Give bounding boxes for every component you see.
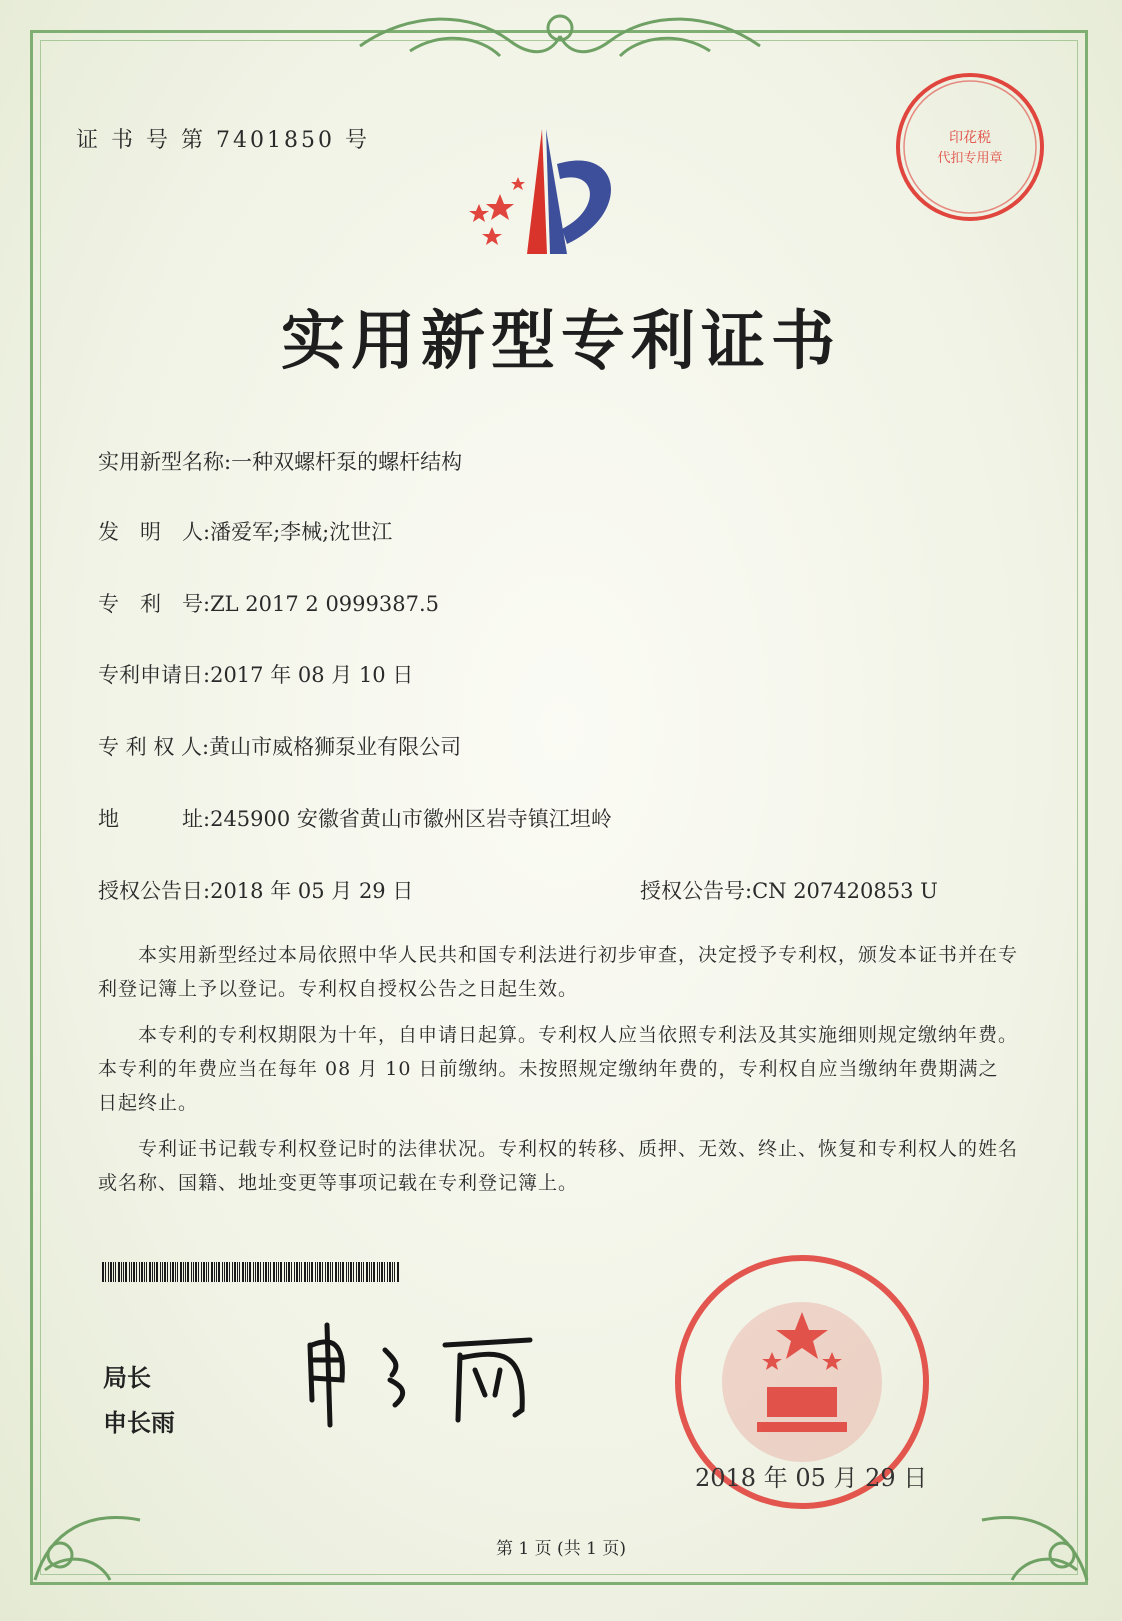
inventor-value: 潘爱军;李械;沈世江 [210, 520, 393, 544]
grant-date-label: 授权公告日: [98, 879, 211, 903]
patentee-label: 专 利 权 人: [98, 735, 210, 759]
grant-number-value: CN 207420853 U [752, 879, 938, 903]
address-row [98, 803, 612, 833]
grant-number-row [640, 875, 938, 905]
page-number: 第 1 页 (共 1 页) [496, 1539, 626, 1559]
patentee-row [98, 731, 461, 761]
barcode [102, 1262, 402, 1282]
tax-stamp-line-1: 印花税 [949, 130, 991, 146]
tax-stamp-seal [893, 70, 1047, 224]
cnipa-logo-icon [462, 124, 632, 269]
director-name: 申长雨 [103, 1409, 175, 1437]
director-signature [300, 1320, 570, 1430]
body-paragraph-2: 本专利的专利权期限为十年，自申请日起算。专利权人应当依照专利法及其实施细则规定缴纳年费。本专利的年费应当在每年 08 月 10 日前缴纳。未按照规定缴纳年费的，专利权自应当缴纳年费期满之日起终止。 [98, 1024, 1019, 1114]
filing-date-value: 2017 年 08 月 10 日 [210, 663, 414, 687]
patent-number-row [98, 588, 439, 618]
patent-number-value: ZL 2017 2 0999387.5 [210, 592, 440, 616]
director-title: 局长 [103, 1364, 151, 1392]
utility-model-name-row [98, 446, 462, 476]
grant-date-value: 2018 年 05 月 29 日 [210, 879, 414, 903]
body-paragraph-3: 专利证书记载专利权登记时的法律状况。专利权的转移、质押、无效、终止、恢复和专利权人的姓名或名称、国籍、地址变更等事项记载在专利登记簿上。 [98, 1138, 1019, 1194]
address-value: 245900 安徽省黄山市徽州区岩寺镇江坦岭 [210, 807, 612, 831]
filing-date-label: 专利申请日: [98, 663, 211, 687]
inventor-row [98, 516, 392, 546]
filing-date-row [98, 659, 413, 689]
grant-date-row [98, 875, 413, 905]
tax-stamp-line-2: 代扣专用章 [937, 151, 1003, 166]
certificate-title: 实用新型专利证书 [281, 304, 841, 379]
inventor-label: 发 明 人: [98, 520, 211, 544]
address-label: 地 址: [98, 807, 211, 831]
grant-number-label: 授权公告号: [640, 879, 753, 903]
patent-number-label: 专 利 号: [98, 592, 211, 616]
bottom-left-ornament [30, 1470, 170, 1590]
top-ornament [350, 6, 770, 76]
body-paragraph-1: 本实用新型经过本局依照中华人民共和国专利法进行初步审查，决定授予专利权，颁发本证书并在专利登记簿上予以登记。专利权自授权公告之日起生效。 [98, 944, 1019, 1000]
certificate-number: 证 书 号 第 7401850 号 [76, 128, 370, 153]
utility-model-name-value: 一种双螺杆泵的螺杆结构 [231, 450, 463, 474]
bottom-right-ornament [952, 1470, 1092, 1590]
patentee-value: 黄山市威格狮泵业有限公司 [209, 735, 462, 759]
utility-model-name-label: 实用新型名称: [98, 450, 232, 474]
seal-date: 2018 年 05 月 29 日 [695, 1464, 928, 1492]
